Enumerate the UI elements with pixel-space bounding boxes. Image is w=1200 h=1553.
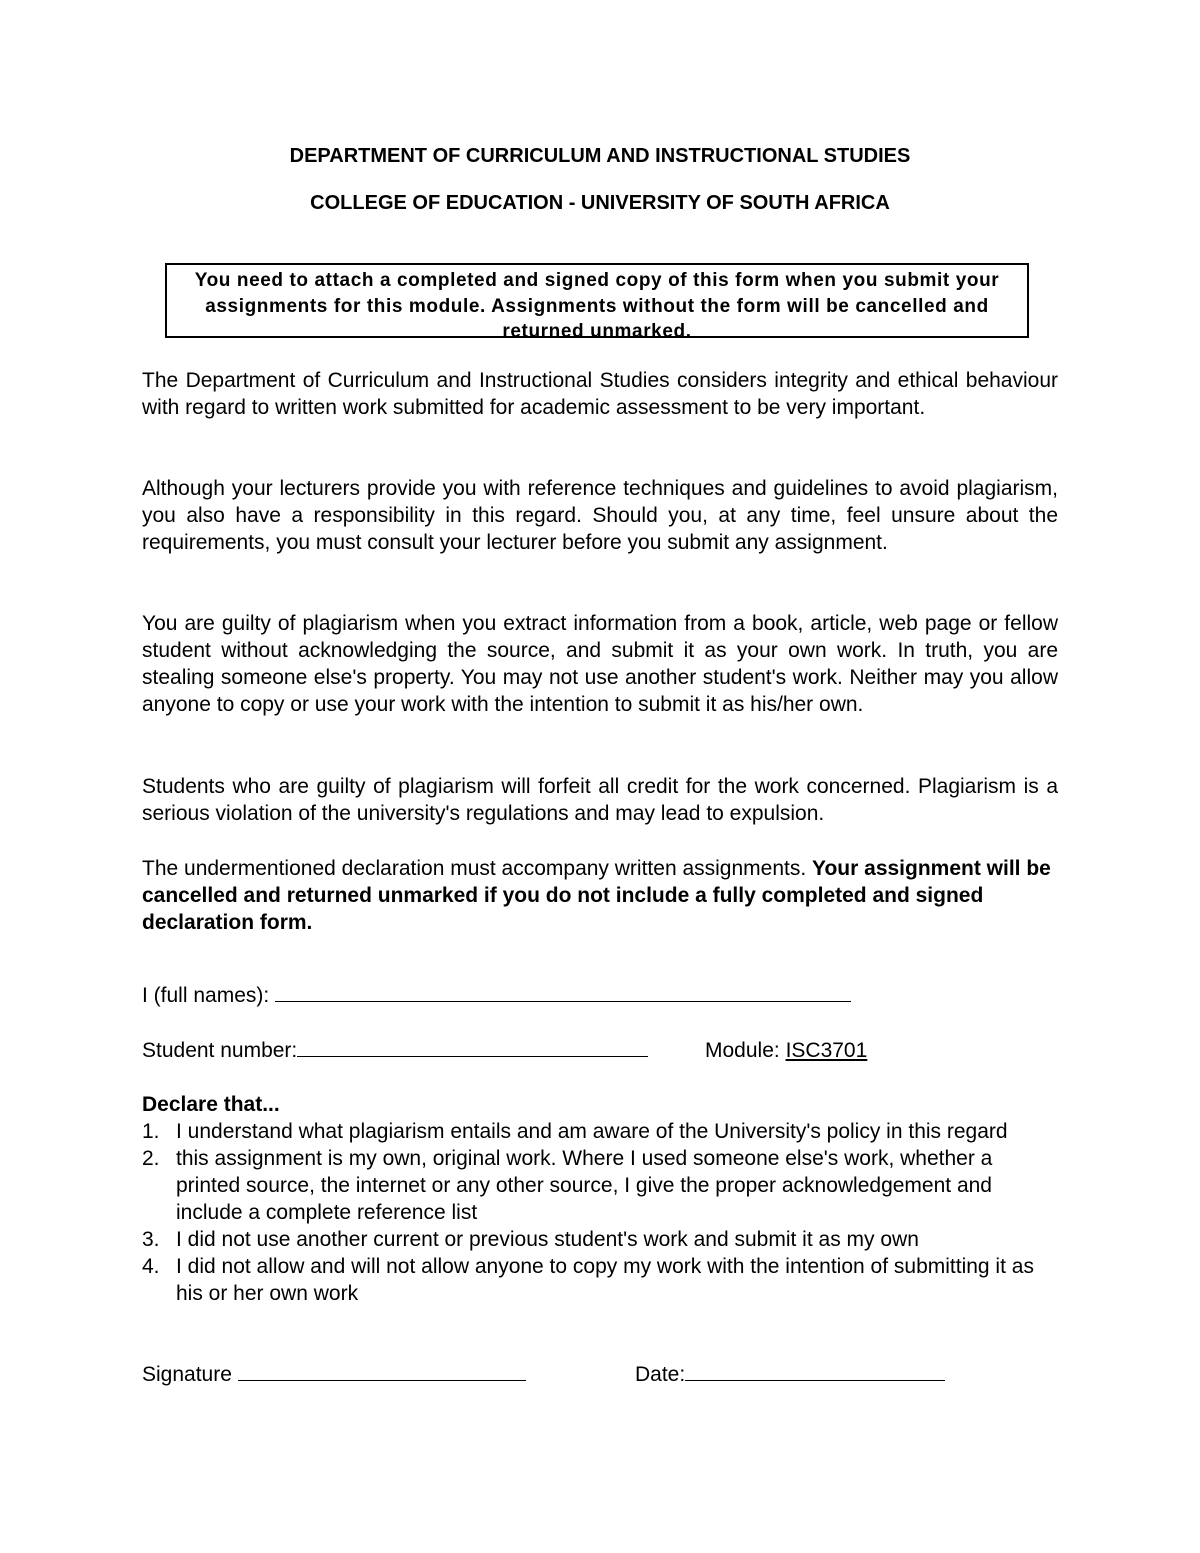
declaration-item-number: 3. <box>142 1228 160 1251</box>
signature-label: Signature <box>142 1363 232 1386</box>
full-names-label: I (full names): <box>142 984 270 1007</box>
declaration-item-number: 4. <box>142 1255 160 1278</box>
declaration-item-text: this assignment is my own, original work. Where I used someone else's work, whether a printed source, the internet or any other source, I give the proper acknowledgement and include a complete reference list <box>176 1147 993 1224</box>
module-row <box>705 1037 867 1064</box>
college-heading: COLLEGE OF EDUCATION - UNIVERSITY OF SOUTH AFRICA <box>310 192 890 214</box>
module-code: ISC3701 <box>785 1039 868 1062</box>
declaration-item-text: I did not use another current or previous student's work and submit it as my own <box>176 1228 919 1251</box>
paragraph-plagiarism-definition: You are guilty of plagiarism when you extract information from a book, article, web page or fellow student without acknowledging the source, and submit it as your own work. In truth, you are stealing someone else's property. You may not use another student's work. Neither may you allow anyone to copy or use your work with the intention to submit it as his/her own. <box>142 612 1058 716</box>
attachment-notice-text: You need to attach a completed and signed copy of this form when you submit your assignments for this module. Assignments without the form will be cancelled and returned unmarked. <box>194 270 1000 342</box>
student-number-row <box>142 1037 648 1064</box>
declaration-item-text: I did not allow and will not allow anyone to copy my work with the intention of submitting it as his or her own work <box>176 1255 1034 1305</box>
module-label: Module: <box>705 1039 780 1062</box>
declaration-item-text: I understand what plagiarism entails and am aware of the University's policy in this regard <box>176 1120 1008 1143</box>
declaration-list <box>142 1118 1042 1307</box>
signature-field[interactable] <box>238 1361 526 1381</box>
declare-that-heading: Declare that... <box>142 1093 280 1116</box>
declaration-requirement-text: The undermentioned declaration must accompany written assignments. <box>142 857 807 880</box>
paragraph-declaration-requirement <box>142 855 1058 936</box>
date-field[interactable] <box>685 1361 945 1381</box>
full-names-field[interactable] <box>275 982 851 1002</box>
date-label: Date: <box>635 1363 686 1386</box>
student-number-field[interactable] <box>297 1037 648 1057</box>
declaration-item <box>142 1145 1042 1226</box>
paragraph-integrity: The Department of Curriculum and Instructional Studies considers integrity and ethical behaviour with regard to written work submitted for academic assessment to be very important. <box>142 369 1058 419</box>
declaration-item-number: 1. <box>142 1120 160 1143</box>
declaration-item <box>142 1253 1042 1307</box>
declaration-item-number: 2. <box>142 1147 160 1170</box>
declaration-item <box>142 1226 1042 1253</box>
full-names-row <box>142 982 851 1009</box>
date-row <box>635 1361 945 1388</box>
attachment-notice <box>165 263 1029 342</box>
student-number-label: Student number: <box>142 1039 298 1062</box>
paragraph-consequences: Students who are guilty of plagiarism will forfeit all credit for the work concerned. Plagiarism is a serious violation of the university's regulations and may lead to expulsion. <box>142 775 1058 825</box>
signature-row <box>142 1361 526 1388</box>
declaration-item <box>142 1118 1042 1145</box>
declaration-requirement-warning: Your assignment will be cancelled and returned unmarked if you do not include a fully completed and signed declaration form. <box>142 857 1051 934</box>
paragraph-responsibility: Although your lecturers provide you with reference techniques and guidelines to avoid plagiarism, you also have a responsibility in this regard. Should you, at any time, feel unsure about the requirements, you must consult your lecturer before you submit any assignment. <box>142 477 1058 554</box>
department-heading: DEPARTMENT OF CURRICULUM AND INSTRUCTIONAL STUDIES <box>289 145 911 167</box>
